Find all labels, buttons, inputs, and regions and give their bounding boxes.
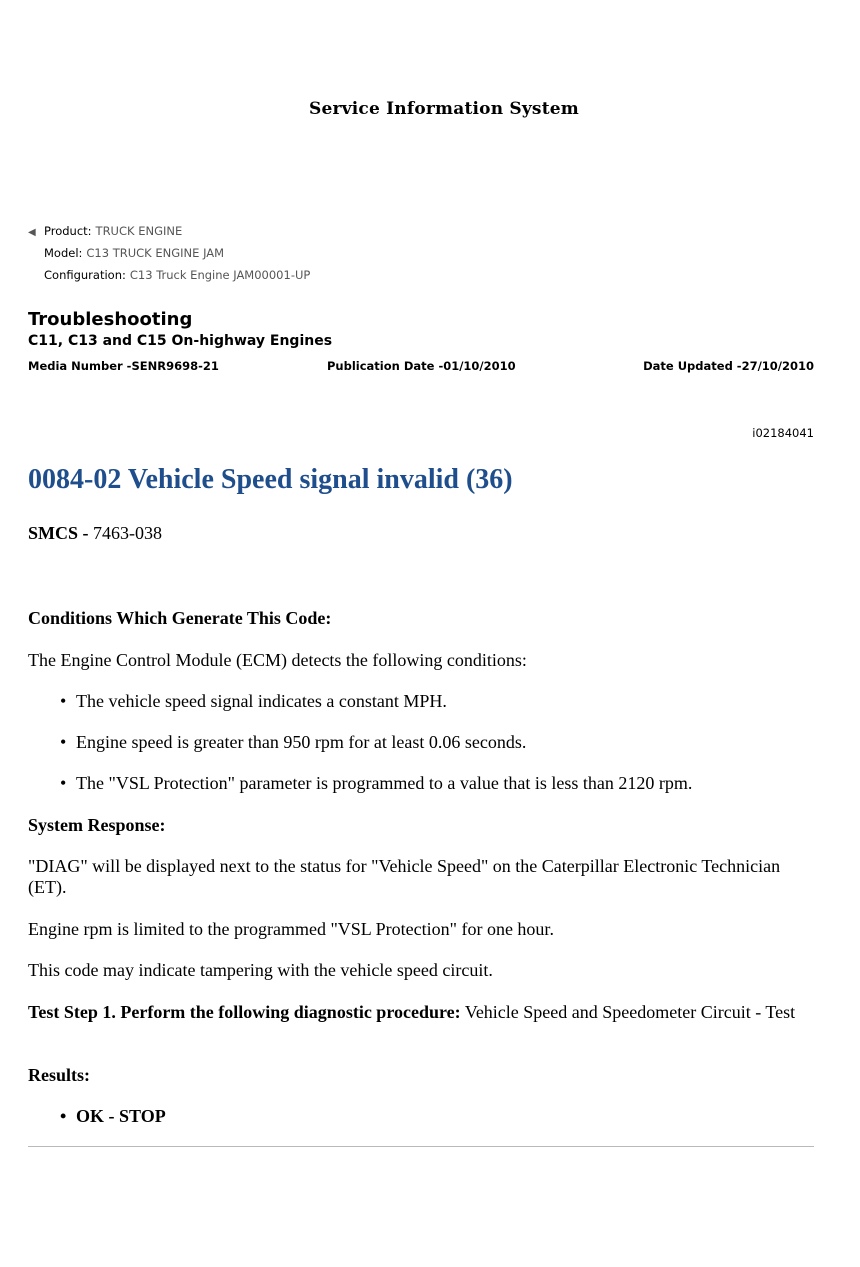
bullet-icon: •	[60, 1106, 67, 1126]
smcs-line	[28, 523, 828, 544]
list-item	[60, 732, 820, 753]
conditions-intro: The Engine Control Module (ECM) detects the following conditions:	[28, 650, 527, 670]
publication-title: Troubleshooting	[28, 309, 193, 330]
result-text: OK - STOP	[76, 1106, 166, 1126]
bullet-icon: •	[60, 691, 67, 711]
model-label: Model:	[44, 246, 83, 260]
test-step-label: Test Step 1. Perform the following diagnostic procedure:	[28, 1002, 461, 1022]
configuration-value: C13 Truck Engine JAM00001-UP	[129, 268, 311, 282]
article-heading: 0084-02 Vehicle Speed signal invalid (36)	[28, 464, 513, 495]
document-id: i02184041	[752, 426, 814, 440]
list-item	[60, 691, 820, 712]
date-updated: Date Updated -27/10/2010	[643, 359, 814, 373]
condition-text: Engine speed is greater than 950 rpm for at least 0.06 seconds.	[76, 732, 527, 752]
list-item	[60, 1106, 820, 1127]
system-response-paragraph: This code may indicate tampering with the vehicle speed circuit.	[28, 960, 493, 980]
conditions-heading: Conditions Which Generate This Code:	[28, 608, 332, 628]
configuration-line	[44, 268, 310, 282]
publication-date: Publication Date -01/10/2010	[327, 359, 516, 373]
test-step-text: Vehicle Speed and Speedometer Circuit - Test	[460, 1002, 796, 1022]
divider	[28, 1146, 814, 1147]
model-line	[44, 246, 224, 260]
media-number: Media Number -SENR9698-21	[28, 359, 219, 373]
configuration-label: Configuration:	[44, 268, 126, 282]
test-step	[28, 1002, 818, 1023]
model-value: C13 TRUCK ENGINE JAM	[86, 246, 225, 260]
chevron-left-icon[interactable]: ◀	[28, 227, 36, 238]
condition-text: The vehicle speed signal indicates a constant MPH.	[76, 691, 447, 711]
list-item	[60, 773, 820, 794]
system-response-heading: System Response:	[28, 815, 166, 835]
product-label: Product:	[44, 224, 92, 238]
results-heading: Results:	[28, 1065, 90, 1085]
smcs-value: 7463-038	[93, 523, 163, 543]
product-value: TRUCK ENGINE	[95, 224, 183, 238]
bullet-icon: •	[60, 773, 67, 793]
product-line	[28, 224, 182, 238]
system-title: Service Information System	[309, 99, 579, 119]
system-response-paragraph: Engine rpm is limited to the programmed "VSL Protection" for one hour.	[28, 919, 554, 939]
system-response-paragraph: "DIAG" will be displayed next to the status for "Vehicle Speed" on the Caterpillar Electronic Technician (ET).	[28, 856, 781, 897]
condition-text: The "VSL Protection" parameter is programmed to a value that is less than 2120 rpm.	[76, 773, 693, 793]
bullet-icon: •	[60, 732, 67, 752]
publication-subtitle: C11, C13 and C15 On-highway Engines	[28, 333, 333, 349]
smcs-label: SMCS -	[28, 523, 89, 543]
